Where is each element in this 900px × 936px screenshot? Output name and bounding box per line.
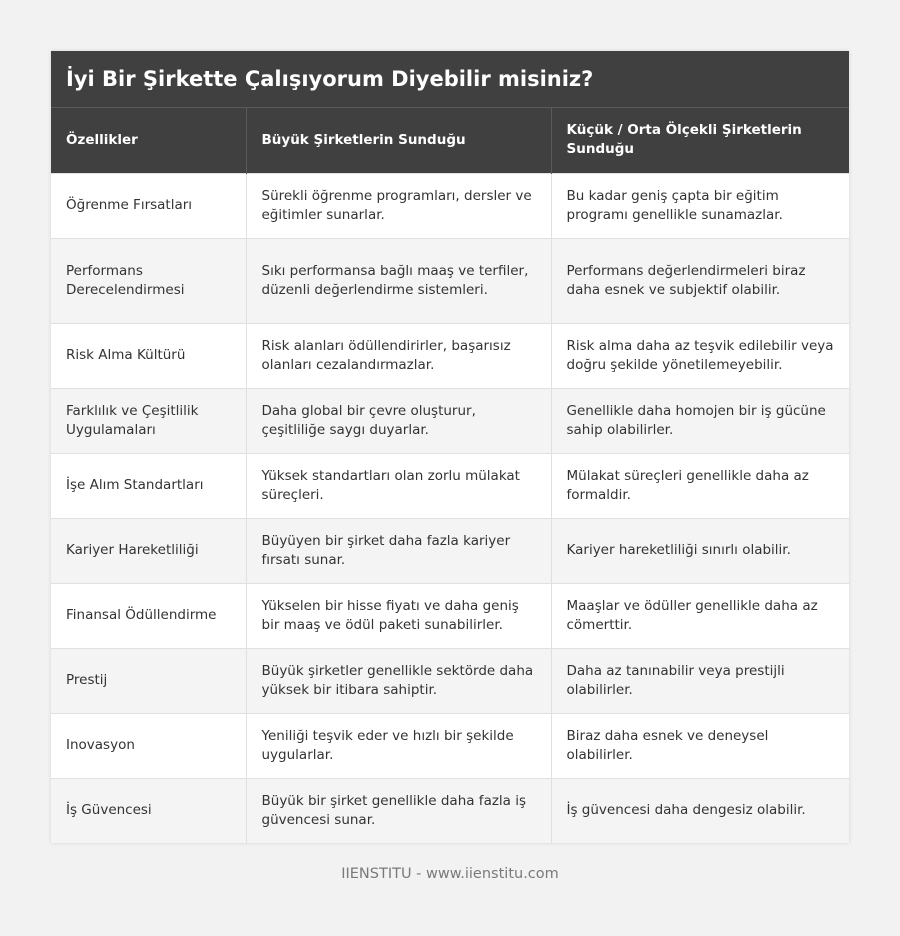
- small-company-cell: Biraz daha esnek ve deneysel olabilirler.: [551, 713, 849, 778]
- table-row: [51, 238, 849, 323]
- comparison-card: [51, 51, 849, 843]
- small-company-cell: Risk alma daha az teşvik edilebilir veya doğru şekilde yönetilemeyebilir.: [551, 323, 849, 388]
- table-row: [51, 713, 849, 778]
- table-header: [51, 108, 849, 173]
- table-row: [51, 583, 849, 648]
- large-company-cell: Büyüyen bir şirket daha fazla kariyer fırsatı sunar.: [246, 518, 551, 583]
- large-company-cell: Büyük bir şirket genellikle daha fazla iş güvencesi sunar.: [246, 778, 551, 843]
- table-row: [51, 648, 849, 713]
- feature-cell: Performans Derecelendirmesi: [51, 238, 246, 323]
- table-body: [51, 173, 849, 843]
- feature-cell: İş Güvencesi: [51, 778, 246, 843]
- small-company-cell: Performans değerlendirmeleri biraz daha esnek ve subjektif olabilir.: [551, 238, 849, 323]
- table-row: [51, 453, 849, 518]
- large-company-cell: Risk alanları ödüllendirirler, başarısız olanları cezalandırmazlar.: [246, 323, 551, 388]
- feature-cell: İşe Alım Standartları: [51, 453, 246, 518]
- small-company-cell: Kariyer hareketliliği sınırlı olabilir.: [551, 518, 849, 583]
- feature-cell: Prestij: [51, 648, 246, 713]
- table-row: [51, 778, 849, 843]
- large-company-cell: Yüksek standartları olan zorlu mülakat süreçleri.: [246, 453, 551, 518]
- feature-cell: Kariyer Hareketliliği: [51, 518, 246, 583]
- large-company-cell: Büyük şirketler genellikle sektörde daha yüksek bir itibara sahiptir.: [246, 648, 551, 713]
- small-company-cell: Maaşlar ve ödüller genellikle daha az cömerttir.: [551, 583, 849, 648]
- feature-cell: Farklılık ve Çeşitlilik Uygulamaları: [51, 388, 246, 453]
- small-company-cell: Bu kadar geniş çapta bir eğitim programı genellikle sunamazlar.: [551, 173, 849, 238]
- table-row: [51, 173, 849, 238]
- large-company-cell: Yükselen bir hisse fiyatı ve daha geniş bir maaş ve ödül paketi sunabilirler.: [246, 583, 551, 648]
- feature-cell: Finansal Ödüllendirme: [51, 583, 246, 648]
- small-company-cell: Daha az tanınabilir veya prestijli olabilirler.: [551, 648, 849, 713]
- comparison-table: [51, 108, 849, 843]
- large-company-cell: Yeniliği teşvik eder ve hızlı bir şekilde uygularlar.: [246, 713, 551, 778]
- column-header-small-medium-companies: Küçük / Orta Ölçekli Şirketlerin Sunduğu: [551, 108, 849, 173]
- table-row: [51, 323, 849, 388]
- feature-cell: Öğrenme Fırsatları: [51, 173, 246, 238]
- feature-cell: Risk Alma Kültürü: [51, 323, 246, 388]
- feature-cell: Inovasyon: [51, 713, 246, 778]
- large-company-cell: Sürekli öğrenme programları, dersler ve eğitimler sunarlar.: [246, 173, 551, 238]
- small-company-cell: İş güvencesi daha dengesiz olabilir.: [551, 778, 849, 843]
- column-header-large-companies: Büyük Şirketlerin Sunduğu: [246, 108, 551, 173]
- table-row: [51, 518, 849, 583]
- column-header-features: Özellikler: [51, 108, 246, 173]
- table-row: [51, 388, 849, 453]
- small-company-cell: Genellikle daha homojen bir iş gücüne sahip olabilirler.: [551, 388, 849, 453]
- large-company-cell: Daha global bir çevre oluşturur, çeşitliliğe saygı duyarlar.: [246, 388, 551, 453]
- footer-credit: IIENSTITU - www.iienstitu.com: [341, 866, 559, 882]
- large-company-cell: Sıkı performansa bağlı maaş ve terfiler, düzenli değerlendirme sistemleri.: [246, 238, 551, 323]
- table-title: İyi Bir Şirkette Çalışıyorum Diyebilir misiniz?: [51, 51, 849, 108]
- header-row: [51, 108, 849, 173]
- small-company-cell: Mülakat süreçleri genellikle daha az formaldir.: [551, 453, 849, 518]
